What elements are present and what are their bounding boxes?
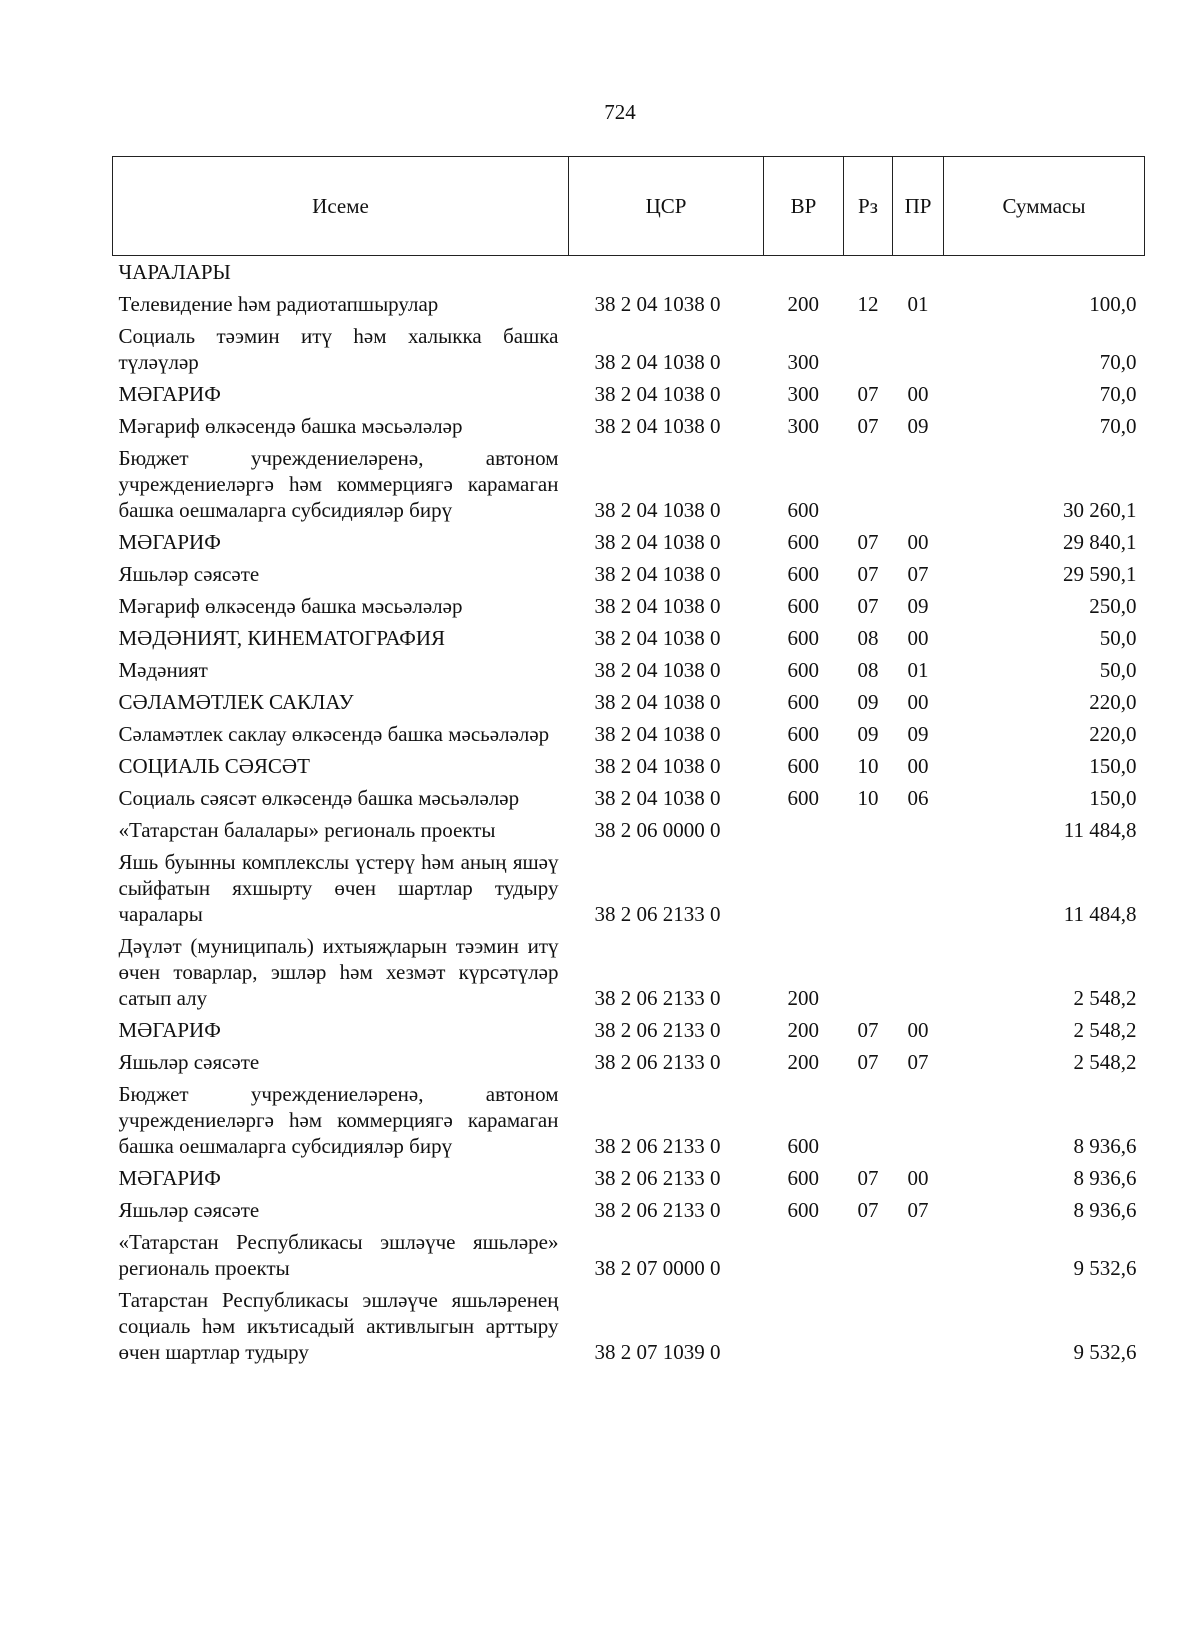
cell-name: Яшьләр сәясәте [118,1198,260,1222]
cell-rz [844,814,893,846]
cell-vr: 600 [787,626,819,650]
cell-csr: 38 2 04 1038 0 [594,350,721,374]
cell-sum: 70,0 [1099,350,1137,374]
cell-vr: 200 [787,986,819,1010]
table-row [113,1194,1145,1226]
cell-csr: 38 2 04 1038 0 [594,754,721,778]
cell-pr: 06 [907,786,929,810]
cell-rz [844,930,893,1014]
table-row [113,622,1145,654]
cell-name: СОЦИАЛЬ СӘЯСӘТ [118,754,310,778]
cell-pr: 09 [907,722,929,746]
cell-csr: 38 2 04 1038 0 [594,382,721,406]
cell-sum: 250,0 [1089,594,1137,618]
cell-csr: 38 2 04 1038 0 [594,414,721,438]
cell-vr [764,846,844,930]
cell-pr [893,442,944,526]
cell-vr: 300 [787,414,819,438]
cell-name: Яшьләр сәясәте [118,562,260,586]
cell-sum: 8 936,6 [1073,1166,1137,1190]
header-row [113,157,1145,256]
cell-pr: 00 [907,1166,929,1190]
cell-pr: 07 [907,1050,929,1074]
cell-name: «Татарстан Республикасы эшләүче яшьләре» региональ проекты [118,1230,559,1280]
cell-vr: 600 [787,658,819,682]
header-pr: ПР [893,157,944,256]
cell-pr [893,256,944,289]
cell-csr: 38 2 06 2133 0 [594,902,721,926]
cell-name: «Татарстан балалары» региональ проекты [118,818,496,842]
cell-sum: 70,0 [1099,382,1137,406]
cell-rz [844,846,893,930]
table-body [113,256,1145,1369]
cell-rz: 07 [857,594,879,618]
table-row [113,558,1145,590]
cell-name: Социаль тәэмин итү һәм халыкка башка түләүләр [118,324,559,374]
cell-rz [844,1284,893,1368]
cell-sum: 220,0 [1089,722,1137,746]
cell-name: Мәгариф өлкәсендә башка мәсьәләләр [118,414,463,438]
cell-sum: 8 936,6 [1073,1198,1137,1222]
cell-pr: 07 [907,562,929,586]
cell-vr [764,1284,844,1368]
cell-rz [844,256,893,289]
cell-csr: 38 2 04 1038 0 [594,292,721,316]
header-csr: ЦСР [569,157,764,256]
table-row [113,782,1145,814]
cell-sum: 11 484,8 [1063,902,1137,926]
cell-rz [844,320,893,378]
cell-csr: 38 2 04 1038 0 [594,722,721,746]
cell-vr: 600 [787,722,819,746]
cell-sum: 2 548,2 [1073,1018,1137,1042]
cell-csr: 38 2 06 2133 0 [594,1198,721,1222]
cell-sum: 9 532,6 [1073,1256,1137,1280]
cell-csr: 38 2 06 0000 0 [594,818,721,842]
cell-csr: 38 2 06 2133 0 [594,1134,721,1158]
cell-csr: 38 2 04 1038 0 [594,786,721,810]
cell-rz: 07 [857,1198,879,1222]
table-row [113,930,1145,1014]
cell-vr: 600 [787,1134,819,1158]
cell-csr: 38 2 04 1038 0 [594,562,721,586]
cell-vr: 600 [787,594,819,618]
cell-sum: 2 548,2 [1073,986,1137,1010]
cell-csr: 38 2 04 1038 0 [594,658,721,682]
budget-table-container [112,156,1144,1368]
cell-rz: 10 [857,786,879,810]
table-row [113,320,1145,378]
cell-vr [764,256,844,289]
cell-sum: 8 936,6 [1073,1134,1137,1158]
cell-name: Мәдәният [118,658,208,682]
cell-vr: 600 [787,690,819,714]
cell-pr: 00 [907,530,929,554]
cell-pr: 07 [907,1198,929,1222]
budget-table [112,156,1145,1368]
cell-name: Сәламәтлек саклау өлкәсендә башка мәсьәләләр [118,722,550,746]
cell-csr: 38 2 06 2133 0 [594,1050,721,1074]
cell-name: Телевидение һәм радиотапшырулар [118,292,439,316]
cell-pr: 09 [907,414,929,438]
cell-name: Бюджет учреждениеләренә, автоном учреждениеләргә һәм коммерциягә карамаган башка оешмаларга субсидияләр бирү [118,446,559,522]
cell-rz: 08 [857,626,879,650]
cell-csr: 38 2 06 2133 0 [594,1166,721,1190]
cell-sum: 150,0 [1089,754,1137,778]
cell-vr: 300 [787,350,819,374]
cell-rz: 07 [857,1050,879,1074]
cell-vr: 300 [787,382,819,406]
cell-pr [893,1078,944,1162]
cell-rz: 07 [857,382,879,406]
table-row [113,1014,1145,1046]
cell-name: СӘЛАМӘТЛЕК САКЛАУ [118,690,354,714]
cell-pr: 09 [907,594,929,618]
cell-sum [944,256,1145,289]
cell-vr: 200 [787,292,819,316]
cell-name: Яшьләр сәясәте [118,1050,260,1074]
cell-vr: 600 [787,754,819,778]
cell-rz: 07 [857,562,879,586]
cell-vr: 600 [787,1166,819,1190]
cell-name: МӘГАРИФ [118,382,221,406]
cell-pr: 01 [907,292,929,316]
cell-rz [844,442,893,526]
cell-rz: 12 [857,292,879,316]
cell-pr: 00 [907,690,929,714]
table-row [113,750,1145,782]
table-row [113,1284,1145,1368]
cell-pr: 00 [907,1018,929,1042]
cell-csr: 38 2 06 2133 0 [594,1018,721,1042]
table-row [113,256,1145,289]
cell-name: МӘГАРИФ [118,1018,221,1042]
table-row [113,442,1145,526]
cell-pr [893,846,944,930]
cell-rz: 07 [857,530,879,554]
cell-csr [569,256,764,289]
cell-rz: 09 [857,690,879,714]
cell-name: Татарстан Республикасы эшләүче яшьләренең социаль һәм икътисадый активлыгын арттыру өчен шартлар тудыру [118,1288,559,1364]
cell-rz: 07 [857,1018,879,1042]
cell-name: Мәгариф өлкәсендә башка мәсьәләләр [118,594,463,618]
table-row [113,686,1145,718]
table-row [113,654,1145,686]
cell-pr: 00 [907,754,929,778]
table-row [113,718,1145,750]
cell-vr: 600 [787,1198,819,1222]
cell-csr: 38 2 04 1038 0 [594,530,721,554]
cell-csr: 38 2 07 1039 0 [594,1340,721,1364]
cell-vr: 200 [787,1050,819,1074]
page-number: 724 [604,100,636,124]
table-row [113,814,1145,846]
header-sum: Суммасы [944,157,1145,256]
table-row [113,288,1145,320]
cell-sum: 2 548,2 [1073,1050,1137,1074]
header-rz: Рз [844,157,893,256]
table-row [113,1226,1145,1284]
cell-sum: 30 260,1 [1063,498,1137,522]
cell-vr: 600 [787,498,819,522]
cell-name: ЧАРАЛАРЫ [118,260,231,284]
cell-csr: 38 2 06 2133 0 [594,986,721,1010]
table-row [113,378,1145,410]
cell-rz [844,1078,893,1162]
cell-name: Социаль сәясәт өлкәсендә башка мәсьәләләр [118,786,520,810]
cell-pr [893,1226,944,1284]
cell-vr [764,814,844,846]
cell-csr: 38 2 04 1038 0 [594,690,721,714]
cell-csr: 38 2 04 1038 0 [594,498,721,522]
header-name: Исеме [113,157,569,256]
table-row [113,526,1145,558]
table-row [113,1162,1145,1194]
table-row [113,1078,1145,1162]
cell-sum: 100,0 [1089,292,1137,316]
cell-vr: 600 [787,786,819,810]
cell-name: Яшь буынны комплекслы үстерү һәм аның яшәү сыйфатын яхшырту өчен шартлар тудыру чаралары [118,850,559,926]
cell-pr [893,320,944,378]
cell-pr [893,1284,944,1368]
cell-name: МӘГАРИФ [118,530,221,554]
cell-csr: 38 2 07 0000 0 [594,1256,721,1280]
cell-rz: 10 [857,754,879,778]
cell-rz [844,1226,893,1284]
cell-sum: 220,0 [1089,690,1137,714]
table-row [113,410,1145,442]
cell-name: Дәүләт (муниципаль) ихтыяҗларын тәэмин итү өчен товарлар, эшләр һәм хезмәт күрсәтүләр сатып алу [118,934,559,1010]
cell-vr: 600 [787,530,819,554]
cell-name: Бюджет учреждениеләренә, автоном учреждениеләргә һәм коммерциягә карамаган башка оешмаларга субсидияләр бирү [118,1082,559,1158]
cell-csr: 38 2 04 1038 0 [594,594,721,618]
cell-vr: 600 [787,562,819,586]
cell-rz: 08 [857,658,879,682]
cell-sum: 11 484,8 [1063,818,1137,842]
cell-pr: 00 [907,382,929,406]
cell-csr: 38 2 04 1038 0 [594,626,721,650]
table-header [113,157,1145,256]
cell-name: МӘГАРИФ [118,1166,221,1190]
cell-vr [764,1226,844,1284]
cell-sum: 70,0 [1099,414,1137,438]
cell-pr [893,930,944,1014]
cell-rz: 07 [857,414,879,438]
cell-sum: 50,0 [1099,626,1137,650]
cell-sum: 50,0 [1099,658,1137,682]
header-vr: ВР [764,157,844,256]
cell-pr: 01 [907,658,929,682]
table-row [113,1046,1145,1078]
cell-pr: 00 [907,626,929,650]
cell-pr [893,814,944,846]
cell-vr: 200 [787,1018,819,1042]
cell-sum: 29 840,1 [1063,530,1137,554]
cell-sum: 29 590,1 [1063,562,1137,586]
cell-sum: 150,0 [1089,786,1137,810]
table-row [113,846,1145,930]
table-row [113,590,1145,622]
cell-sum: 9 532,6 [1073,1340,1137,1364]
cell-rz: 09 [857,722,879,746]
cell-rz: 07 [857,1166,879,1190]
cell-name: МӘДӘНИЯТ, КИНЕМАТОГРАФИЯ [118,626,446,650]
